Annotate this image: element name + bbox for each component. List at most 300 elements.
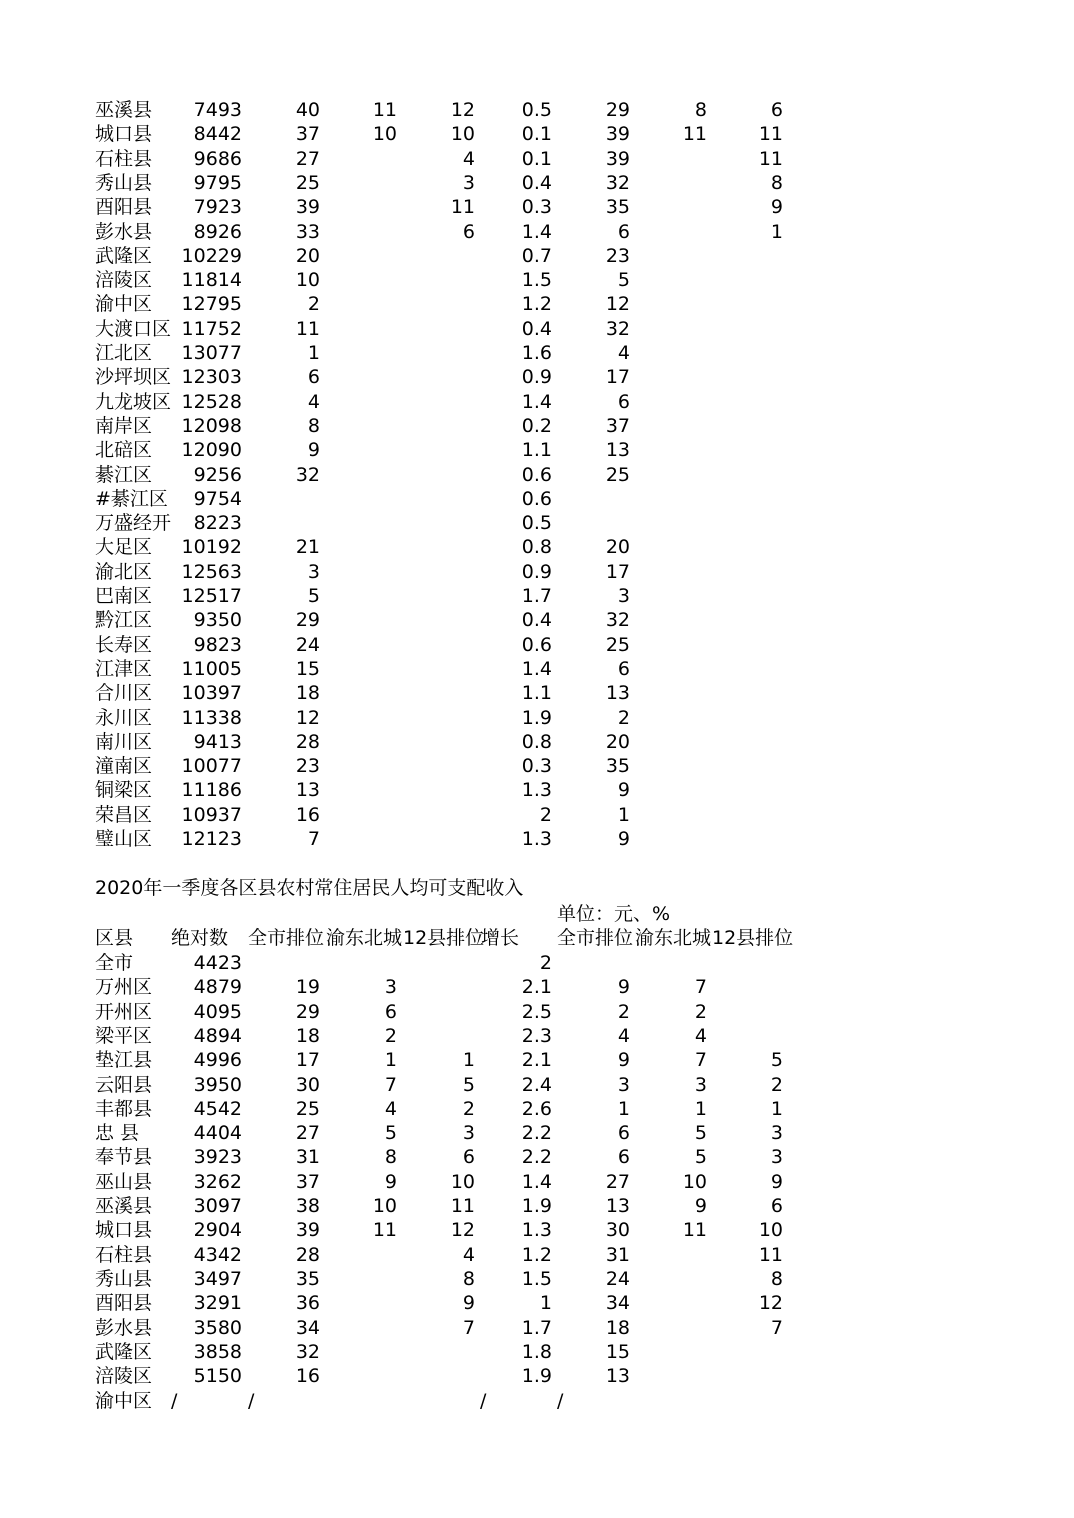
cell-growth-12-county-rank: 3 [770,1146,783,1169]
cell-growth-city-rank: 3 [617,1073,630,1096]
cell-growth: 1.2 [521,293,552,316]
table-row [0,317,1074,341]
cell-growth-12-county-rank: 8 [770,171,783,194]
cell-city-rank: 38 [295,1195,320,1217]
cell-east-north-rank: 5 [384,1122,397,1145]
cell-district: 潼南区 [95,755,153,778]
cell-absolute: 9413 [193,730,242,753]
cell-city-rank: 6 [307,366,320,389]
header-growth-12-county-rank: 12县排位 [712,927,794,949]
cell-city-rank: 27 [295,1122,320,1145]
cell-12-county-rank: 3 [462,1122,475,1145]
table-row [0,535,1074,559]
cell-growth: 0.4 [521,171,552,194]
cell-city-rank: 33 [295,220,320,243]
table-row-last [0,1389,1074,1413]
cell-district: 江津区 [95,657,153,680]
cell-east-north-rank: 9 [384,1170,397,1193]
cell-absolute: 4423 [193,952,242,974]
cell-district: 大渡口区 [95,317,172,340]
cell-growth-city-rank: 34 [605,1292,630,1315]
cell-growth-east-north-rank: 9 [694,1195,707,1217]
cell-growth-city-rank: 2 [617,1000,630,1023]
cell-absolute: 3580 [193,1316,242,1339]
cell-absolute: 8442 [193,123,242,146]
cell-absolute: 10937 [181,803,242,826]
cell-growth-east-north-rank: 7 [694,1049,707,1072]
cell-growth-city-rank: 20 [605,536,630,559]
cell-district: 武隆区 [95,244,153,267]
cell-district: 石柱县 [95,1243,153,1266]
cell-growth-city-rank: 32 [605,317,630,340]
cell-growth-city-rank: 5 [617,269,630,292]
cell-growth-city-rank: 3 [617,585,630,607]
cell-growth-city-rank: 2 [617,706,630,729]
cell-absolute: 4404 [193,1122,242,1145]
cell-district: 北碚区 [95,439,153,462]
table-row [0,244,1074,268]
cell-absolute: 3858 [193,1340,242,1363]
cell-district: 巫山县 [95,1170,153,1193]
cell-absolute: 12563 [181,560,242,583]
cell-city-rank: 20 [295,244,320,267]
table-row [0,1316,1074,1340]
cell-growth: 0.7 [521,244,552,267]
table-row [0,803,1074,827]
cell-growth: 2.3 [521,1024,552,1047]
cell-district: 梁平区 [95,1024,153,1047]
cell-growth-12-county-rank: 11 [758,147,783,170]
cell-growth: 0.4 [521,609,552,632]
cell-east-north-rank: 10 [372,123,397,146]
table-row [0,1267,1074,1291]
cell-city-rank: 2 [307,293,320,316]
cell-growth-city-rank: 39 [605,123,630,146]
table-row [0,1097,1074,1121]
cell-district: 长寿区 [95,633,153,656]
cell-12-county-rank: 2 [462,1097,475,1120]
cell-growth: 0.1 [521,147,552,170]
cell-absolute: 12795 [181,293,242,316]
table-row [0,171,1074,195]
table-row [0,292,1074,316]
table-header-row [0,926,1074,950]
cell-growth: 0.8 [521,730,552,753]
cell-growth-city-rank: 24 [605,1267,630,1290]
cell-city-rank: 31 [295,1146,320,1169]
cell-city-rank: 18 [295,682,320,705]
cell-district: 城口县 [95,123,153,146]
cell-absolute: 12098 [181,414,242,437]
table-row [0,1048,1074,1072]
cell-absolute: 11752 [181,317,242,340]
cell-growth-city-rank: 37 [605,414,630,437]
cell-east-north-rank: 11 [372,99,397,121]
cell-growth: 2.2 [521,1146,552,1169]
table-row [0,657,1074,681]
cell-growth-city-rank: 18 [605,1316,630,1339]
cell-growth: 1.9 [521,706,552,729]
cell-growth-12-county-rank: 12 [758,1292,783,1315]
cell-city-rank: 17 [295,1049,320,1072]
cell-growth-12-county-rank: 7 [770,1316,783,1339]
table-row [0,778,1074,802]
table-row [0,827,1074,851]
cell-district: 彭水县 [95,1316,153,1339]
cell-growth-city-rank: 1 [617,1097,630,1120]
cell-absolute: 11814 [181,269,242,292]
table-row [0,414,1074,438]
cell-city-rank: 30 [295,1073,320,1096]
cell-growth-city-rank: 35 [605,755,630,778]
cell-growth: 2 [539,803,552,826]
cell-city-rank: 39 [295,196,320,219]
cell-growth-east-north-rank: 2 [694,1000,707,1023]
cell-growth: 1.5 [521,269,552,292]
cell-city-rank: 32 [295,1340,320,1363]
cell-east-north-rank: 2 [384,1024,397,1047]
cell-12-county-rank: 10 [450,123,475,146]
cell-absolute: 8223 [193,512,242,535]
cell-growth-12-county-rank: 1 [770,1097,783,1120]
cell-growth-city-rank: 13 [605,439,630,462]
cell-growth-12-county-rank: 6 [770,1195,783,1217]
cell-city-rank: 32 [295,463,320,486]
table-row [0,365,1074,389]
cell-growth: 0.6 [521,633,552,656]
cell-absolute: 3950 [193,1073,242,1096]
table-row [0,268,1074,292]
cell-absolute: 4342 [193,1243,242,1266]
cell-growth-12-county-rank: 11 [758,123,783,146]
cell-district: 渝中区 [95,293,153,316]
cell-absolute: 5150 [193,1365,242,1388]
cell-growth-city-rank: 17 [605,366,630,389]
cell-absolute: 3097 [193,1195,242,1217]
cell-district: 酉阳县 [95,1292,153,1315]
header-city-rank: 全市排位 [248,927,325,949]
cell-growth: 0.1 [521,123,552,146]
cell-district: 万州区 [95,976,153,999]
cell-growth-city-rank: 15 [605,1340,630,1363]
cell-growth-12-county-rank: 8 [770,1267,783,1290]
cell-city-rank: 35 [295,1267,320,1290]
cell-district: 巴南区 [95,585,153,607]
cell-district: 黔江区 [95,609,153,632]
header-12-county-rank: 12县排位 [403,927,485,949]
cell-growth-city-rank: 31 [605,1243,630,1266]
cell-city-rank: 15 [295,657,320,680]
cell-city-rank: / [248,1390,255,1412]
cell-growth-city-rank: 32 [605,171,630,194]
cell-growth-city-rank: 12 [605,293,630,316]
table-row [0,1340,1074,1364]
cell-growth-east-north-rank: 11 [682,123,707,146]
cell-city-rank: 25 [295,1097,320,1120]
table-row [0,706,1074,730]
cell-growth-city-rank: 6 [617,657,630,680]
cell-absolute: 4894 [193,1024,242,1047]
cell-growth: 1.1 [521,439,552,462]
header-growth-city-rank: 全市排位 [557,927,634,949]
table-title: 2020年一季度各区县农村常住居民人均可支配收入 [95,877,524,899]
cell-growth-city-rank: 9 [617,1049,630,1072]
cell-growth-city-rank: 6 [617,220,630,243]
cell-growth-city-rank: 25 [605,463,630,486]
table-row [0,1024,1074,1048]
cell-district: 全市 [95,952,134,974]
cell-growth: 1.4 [521,657,552,680]
cell-growth-east-north-rank: 7 [694,976,707,999]
cell-growth: 1.3 [521,1219,552,1242]
cell-district: 石柱县 [95,147,153,170]
cell-growth-12-county-rank: 5 [770,1049,783,1072]
cell-absolute: 10077 [181,755,242,778]
cell-district: 开州区 [95,1000,153,1023]
cell-growth-city-rank: 13 [605,1365,630,1388]
table-row [0,584,1074,608]
table-row [0,975,1074,999]
cell-district: 江北区 [95,342,153,364]
cell-growth: 2.2 [521,1122,552,1145]
cell-city-rank: 29 [295,1000,320,1023]
cell-growth-city-rank: 13 [605,682,630,705]
unit-note: 单位：元、% [557,903,671,925]
cell-district: 九龙坡区 [95,390,172,413]
cell-growth: 1.9 [521,1365,552,1388]
cell-growth: 1.9 [521,1195,552,1217]
cell-growth-city-rank: 9 [617,828,630,850]
cell-growth: 0.8 [521,536,552,559]
cell-growth: 1.8 [521,1340,552,1363]
cell-district: 南川区 [95,730,153,753]
cell-growth-city-rank: 9 [617,779,630,802]
cell-city-rank: 28 [295,730,320,753]
cell-absolute: 12123 [181,828,242,850]
cell-growth: 2.4 [521,1073,552,1096]
cell-city-rank: 18 [295,1024,320,1047]
cell-city-rank: 16 [295,803,320,826]
cell-growth: 1.4 [521,1170,552,1193]
cell-city-rank: 27 [295,147,320,170]
cell-city-rank: 4 [307,390,320,413]
header-growth: 增长 [481,927,520,949]
table-row [0,730,1074,754]
cell-12-county-rank: 9 [462,1292,475,1315]
cell-absolute: 9686 [193,147,242,170]
cell-growth: 1.3 [521,779,552,802]
cell-growth: / [480,1390,487,1412]
table-row [0,487,1074,511]
cell-growth-12-county-rank: 2 [770,1073,783,1096]
cell-city-rank: 11 [295,317,320,340]
cell-12-county-rank: 11 [450,1195,475,1217]
cell-absolute: 8926 [193,220,242,243]
cell-district: 渝北区 [95,560,153,583]
cell-absolute: 3291 [193,1292,242,1315]
cell-district: 沙坪坝区 [95,366,172,389]
cell-growth: 1 [539,1292,552,1315]
cell-growth: 1.3 [521,828,552,850]
cell-growth-city-rank: 32 [605,609,630,632]
cell-growth: 0.6 [521,463,552,486]
table-row [0,1194,1074,1218]
cell-growth-city-rank: 20 [605,730,630,753]
cell-growth-12-county-rank: 1 [770,220,783,243]
cell-district: 大足区 [95,536,153,559]
cell-absolute: 3923 [193,1146,242,1169]
cell-growth: 1.7 [521,585,552,607]
cell-city-rank: 39 [295,1219,320,1242]
cell-growth-12-county-rank: 10 [758,1219,783,1242]
cell-growth-12-county-rank: 9 [770,196,783,219]
cell-district: 巫溪县 [95,1195,153,1217]
cell-absolute: 3262 [193,1170,242,1193]
cell-12-county-rank: 4 [462,147,475,170]
cell-district: 彭水县 [95,220,153,243]
cell-absolute: 10192 [181,536,242,559]
cell-absolute: 9754 [193,487,242,510]
cell-absolute: 7493 [193,99,242,121]
table-row [0,341,1074,365]
header-growth-east-north-rank: 渝东北城 [635,927,712,949]
table-row [0,608,1074,632]
cell-district: 酉阳县 [95,196,153,219]
cell-growth: 0.5 [521,99,552,121]
cell-growth-east-north-rank: 10 [682,1170,707,1193]
cell-absolute: 9350 [193,609,242,632]
cell-growth-city-rank: 1 [617,803,630,826]
cell-absolute: 4095 [193,1000,242,1023]
cell-growth-city-rank: 35 [605,196,630,219]
cell-district: 涪陵区 [95,1365,153,1388]
cell-growth-city-rank: 29 [605,99,630,121]
cell-absolute: 9823 [193,633,242,656]
cell-growth-12-county-rank: 6 [770,99,783,121]
cell-city-rank: 37 [295,123,320,146]
cell-12-county-rank: 12 [450,1219,475,1242]
cell-district: 璧山区 [95,828,153,850]
table-row [0,951,1074,975]
cell-growth-city-rank: 23 [605,244,630,267]
cell-growth-city-rank: 13 [605,1195,630,1217]
cell-absolute: 10229 [181,244,242,267]
cell-growth-city-rank: 6 [617,1122,630,1145]
table-row [0,98,1074,122]
cell-absolute: 11186 [181,779,242,802]
cell-12-county-rank: 10 [450,1170,475,1193]
cell-district: 秀山县 [95,171,153,194]
cell-city-rank: 28 [295,1243,320,1266]
cell-district: 奉节县 [95,1146,153,1169]
cell-district: 云阳县 [95,1073,153,1096]
cell-growth: 1.4 [521,390,552,413]
table-row [0,438,1074,462]
cell-absolute: 11338 [181,706,242,729]
cell-growth-city-rank: / [557,1390,564,1412]
cell-absolute: 12303 [181,366,242,389]
header-district: 区县 [95,927,134,949]
cell-growth: 0.9 [521,366,552,389]
table-row [0,1291,1074,1315]
cell-city-rank: 1 [307,342,320,364]
cell-district: 铜梁区 [95,779,153,802]
cell-absolute: / [171,1390,178,1412]
cell-absolute: 12528 [181,390,242,413]
cell-growth-city-rank: 17 [605,560,630,583]
cell-east-north-rank: 10 [372,1195,397,1217]
cell-district: 城口县 [95,1219,153,1242]
cell-city-rank: 10 [295,269,320,292]
cell-city-rank: 8 [307,414,320,437]
cell-absolute: 4542 [193,1097,242,1120]
cell-growth: 2.1 [521,1049,552,1072]
cell-growth: 0.3 [521,755,552,778]
table-row [0,147,1074,171]
table-row [0,681,1074,705]
cell-city-rank: 16 [295,1365,320,1388]
cell-12-county-rank: 5 [462,1073,475,1096]
table-row [0,220,1074,244]
cell-12-county-rank: 6 [462,1146,475,1169]
cell-district: 秀山县 [95,1267,153,1290]
cell-east-north-rank: 8 [384,1146,397,1169]
table-row [0,1243,1074,1267]
table-row [0,463,1074,487]
header-absolute: 绝对数 [171,927,229,949]
cell-absolute: 4996 [193,1049,242,1072]
cell-city-rank: 29 [295,609,320,632]
cell-east-north-rank: 7 [384,1073,397,1096]
cell-growth: 0.4 [521,317,552,340]
cell-east-north-rank: 3 [384,976,397,999]
cell-east-north-rank: 1 [384,1049,397,1072]
cell-growth: 2 [539,952,552,974]
cell-growth: 2.5 [521,1000,552,1023]
table-row [0,1000,1074,1024]
cell-city-rank: 9 [307,439,320,462]
cell-growth-east-north-rank: 3 [694,1073,707,1096]
cell-city-rank: 12 [295,706,320,729]
cell-growth-east-north-rank: 8 [694,99,707,121]
cell-city-rank: 24 [295,633,320,656]
table-row [0,390,1074,414]
table-row [0,560,1074,584]
table-row [0,122,1074,146]
cell-east-north-rank: 6 [384,1000,397,1023]
cell-east-north-rank: 4 [384,1097,397,1120]
cell-growth-city-rank: 6 [617,390,630,413]
cell-city-rank: 36 [295,1292,320,1315]
header-east-north-rank: 渝东北城 [326,927,403,949]
table-row [0,633,1074,657]
cell-absolute: 10397 [181,682,242,705]
cell-city-rank: 19 [295,976,320,999]
cell-growth: 1.2 [521,1243,552,1266]
cell-growth-city-rank: 4 [617,1024,630,1047]
cell-growth: 2.1 [521,976,552,999]
cell-growth-city-rank: 39 [605,147,630,170]
cell-city-rank: 40 [295,99,320,121]
cell-district: 巫溪县 [95,99,153,121]
cell-growth-east-north-rank: 11 [682,1219,707,1242]
cell-growth: 1.1 [521,682,552,705]
cell-district: 垫江县 [95,1049,153,1072]
cell-growth: 0.2 [521,414,552,437]
cell-growth-12-county-rank: 11 [758,1243,783,1266]
cell-growth-east-north-rank: 5 [694,1122,707,1145]
cell-absolute: 11005 [181,657,242,680]
